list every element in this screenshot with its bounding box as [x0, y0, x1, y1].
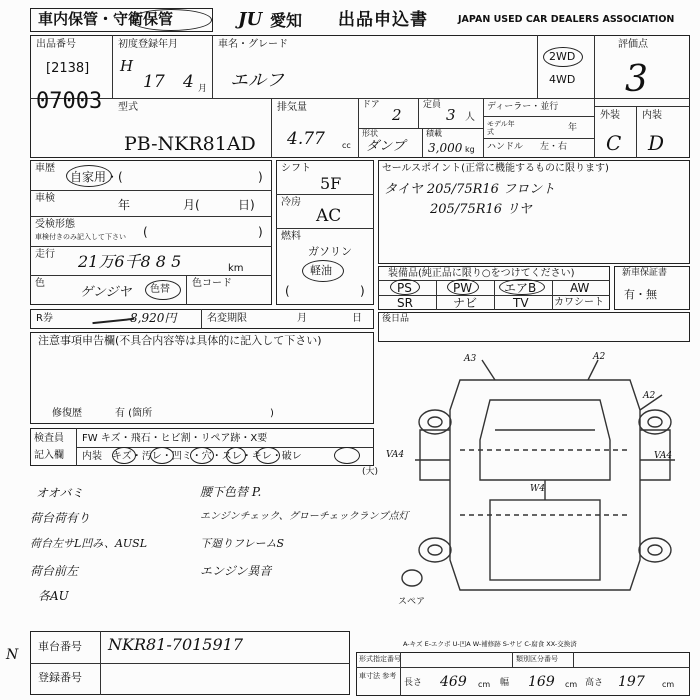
registration-label: 初度登録年月 — [118, 39, 178, 50]
history-label: 車歴 — [35, 163, 55, 174]
repair-value: 有 (箇所 — [115, 408, 153, 419]
equip-pw: PW — [453, 281, 473, 295]
color-value: ゲンジヤ — [80, 285, 132, 300]
remark-left-3: 荷台左サL凹み、AUSL — [30, 537, 148, 550]
remark-left-4: 荷台前左 — [30, 564, 79, 578]
ps-circle — [390, 279, 420, 295]
sales-points-line2: 205/75R16 リヤ — [430, 202, 532, 217]
hole-circle — [226, 447, 246, 464]
fuel-diesel: 軽油 — [310, 264, 332, 277]
damage-mark-a2-top: A2 — [593, 352, 606, 362]
mileage-label: 走行 — [35, 249, 55, 260]
margin-mark: N — [6, 647, 19, 663]
color-change: 色替 — [150, 284, 170, 295]
registration-year: 17 — [143, 72, 165, 92]
damage-mark-a3: A3 — [464, 354, 477, 364]
score-label: 評価点 — [618, 39, 648, 50]
height-unit: cm — [662, 680, 675, 689]
name-change-month: 月 — [297, 313, 307, 324]
tear-circle — [334, 447, 360, 464]
length-value: 469 — [440, 674, 467, 690]
displacement-value: 4.77 — [287, 129, 325, 149]
entry-no-label: 出品番号 — [36, 39, 76, 50]
equip-navi: ナビ — [453, 296, 478, 310]
association-name: JAPAN USED CAR DEALERS ASSOCIATION — [458, 14, 675, 25]
inspection-year: 年 — [118, 198, 131, 212]
recycle-label: R券 — [36, 313, 53, 324]
history-value: 自家用・( — [70, 170, 123, 184]
exterior-value: C — [606, 131, 622, 155]
dent-circle — [190, 447, 214, 464]
dirt-circle — [150, 447, 174, 464]
model-year-label: モデル年式 — [487, 120, 515, 136]
storage-title: 車内保管・守衛保管 — [38, 10, 174, 28]
registration-month: 4 — [183, 72, 194, 92]
color-code-label: 色コード — [192, 278, 232, 289]
chassis-value: NKR81-7015917 — [108, 635, 244, 654]
spare-label: スペア — [398, 597, 426, 607]
length-unit: cm — [478, 680, 491, 689]
drive-2wd: 2WD — [549, 50, 576, 63]
shape-label: 形状 — [362, 129, 378, 138]
aircon-value: AC — [316, 206, 342, 226]
capacity-label: 定員 — [423, 100, 442, 110]
equip-airbag: エアB — [504, 281, 537, 295]
width-value: 169 — [528, 674, 555, 690]
remark-left-1: オオバミ — [36, 486, 84, 500]
model-code-label: 型式 — [118, 102, 138, 113]
sales-points-label: セールスポイント(正常に機能するものに限ります) — [382, 163, 609, 174]
inspector-size: (大) — [362, 467, 379, 477]
fuel-gasoline: ガソリン — [308, 245, 352, 258]
form-no-label: 形式指定番号 — [359, 655, 401, 663]
interior-value: D — [648, 131, 665, 155]
recv-inspection-note: 車検付きのみ記入して下さい — [35, 233, 126, 241]
equip-ps: PS — [397, 281, 412, 295]
dealer-label: ディーラー・並行 — [487, 102, 559, 112]
height-value: 197 — [618, 674, 645, 690]
color-label: 色 — [35, 278, 45, 289]
ju-logo: JU — [238, 9, 263, 30]
name-change-day: 日 — [352, 313, 362, 324]
inspector-row2: キズ・汚レ・凹ミ・穴・スレ・キレ・破レ — [112, 451, 302, 462]
fuel-label: 燃料 — [281, 231, 301, 242]
damage-legend: A-キズ E-エクボ U-凹A W-補修跡 S-サビ C-腐食 XX-交換済 — [403, 640, 577, 648]
entry-number: 07003 — [36, 89, 103, 114]
interior-label: 内装 — [642, 110, 662, 121]
mileage-value: 21万6千8 8 5 — [78, 252, 182, 271]
displacement-label: 排気量 — [277, 102, 307, 113]
capacity-unit: 人 — [465, 112, 475, 123]
model-year-unit: 年 — [568, 123, 578, 133]
sales-points-line1: タイヤ 205/75R16 フロント — [384, 182, 556, 197]
class-no-label: 類別区分番号 — [516, 655, 558, 663]
dimension-label: 車寸法 参考 — [359, 672, 397, 680]
equip-aw: AW — [570, 281, 590, 295]
displacement-unit: cc — [342, 141, 351, 150]
fuel-close: ) — [360, 284, 365, 298]
remark-left-2: 荷台荷有り — [30, 511, 91, 525]
registration-era: H — [120, 57, 134, 75]
fuel-open: ( — [285, 284, 290, 298]
damage-mark-va4-right: VA4 — [654, 451, 673, 461]
brand-name: 愛知 — [270, 11, 303, 30]
history-close: ) — [258, 170, 263, 184]
form-title: 出品申込書 — [338, 10, 428, 30]
model-name-label: 車名・グレード — [218, 39, 288, 50]
car-diagram — [400, 350, 690, 615]
registration-month-unit: 月 — [198, 84, 208, 94]
inspector-label: 検査員 — [34, 433, 64, 444]
damage-mark-w4: W4 — [530, 484, 545, 494]
doors-value: 2 — [392, 106, 402, 124]
remark-left-5: 各AU — [38, 589, 69, 603]
recv-inspection-open: ( — [143, 225, 148, 239]
shape-value: ダンプ — [366, 139, 406, 154]
name-change-label: 名変期限 — [207, 313, 247, 324]
pw-circle — [447, 279, 479, 295]
rear-items-label: 後日品 — [382, 314, 410, 324]
remark-right-4: エンジン異音 — [200, 564, 272, 578]
plate-label: 登録番号 — [38, 671, 82, 684]
sales-points-block — [378, 160, 690, 264]
equip-tv: TV — [513, 296, 529, 310]
inspection-month: 月( — [183, 198, 200, 212]
recv-inspection-close: ) — [258, 225, 263, 239]
inspector-entry-label: 記入欄 — [34, 450, 64, 461]
warranty-value: 有・無 — [624, 288, 657, 301]
exterior-label: 外装 — [600, 110, 620, 121]
guard-storage-circle — [130, 9, 212, 31]
mileage-unit: km — [228, 263, 244, 274]
remark-right-3: 下廻りフレームS — [200, 537, 285, 550]
damage-mark-va4-left: VA4 — [386, 450, 405, 460]
load-value: 3,000 — [428, 141, 463, 155]
doors-label: ドア — [362, 100, 380, 110]
rear-items-block — [378, 312, 690, 342]
private-use-circle — [66, 165, 112, 187]
handle-options: 左・右 — [540, 142, 568, 152]
model-name-value: エルフ — [230, 70, 284, 91]
handle-label: ハンドル — [487, 142, 524, 152]
shift-label: シフト — [281, 163, 311, 174]
repair-label: 修復歴 — [52, 408, 82, 419]
width-label: 幅 — [500, 678, 510, 688]
load-label: 積載 — [426, 129, 442, 138]
capacity-value: 3 — [446, 106, 456, 124]
model-code-value: PB-NKR81AD — [124, 133, 256, 155]
equip-sr: SR — [397, 296, 413, 310]
recv-inspection-label: 受検形態 — [35, 219, 75, 230]
inspection-label: 車検 — [35, 193, 55, 204]
notes-label: 注意事項申告欄(不具合内容等は具体的に記入して下さい) — [38, 334, 322, 347]
rub-circle — [256, 447, 280, 464]
width-unit: cm — [565, 680, 578, 689]
height-label: 高さ — [585, 678, 604, 688]
airbag-circle — [499, 279, 545, 295]
aircon-label: 冷房 — [281, 197, 301, 208]
remark-right-2: エンジンチェック、グローチェックランプ点灯 — [200, 511, 409, 522]
warranty-label: 新車保証書 — [622, 268, 668, 278]
repair-close: ) — [270, 408, 274, 419]
remark-right-1: 腰下色替 P. — [200, 485, 262, 499]
recycle-block — [30, 309, 374, 329]
scratch-circle — [112, 447, 136, 464]
shift-value: 5F — [320, 174, 342, 193]
recycle-value: 8,920円 — [130, 311, 177, 325]
score-value: 3 — [625, 59, 648, 100]
damage-mark-a2-right: A2 — [643, 391, 656, 401]
length-label: 長さ — [404, 678, 423, 688]
inspector-row2-prefix: 内装 — [82, 451, 102, 462]
equipment-label: 装備品(純正品に限り○をつけてください) — [388, 268, 575, 279]
load-unit: kg — [465, 145, 475, 154]
inspector-row1: FW キズ・飛石・ヒビ割・リペア跡・X要 — [82, 433, 268, 444]
equip-seat: カワシート — [554, 297, 604, 308]
inspection-day: 日) — [238, 198, 255, 212]
entry-code: [2138] — [46, 61, 90, 76]
chassis-label: 車台番号 — [38, 640, 82, 653]
drive-4wd: 4WD — [549, 73, 576, 86]
